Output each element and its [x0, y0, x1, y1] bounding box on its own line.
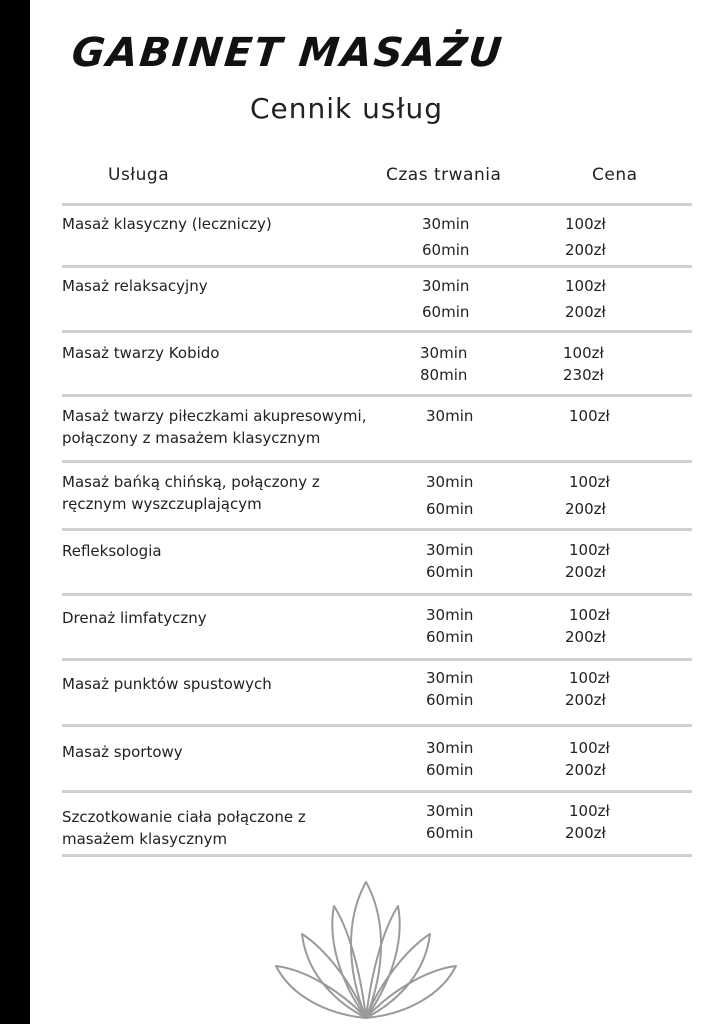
row-divider — [62, 724, 692, 727]
column-header-service: Usługa — [108, 165, 170, 185]
service-price: 100zł — [569, 606, 610, 624]
service-price: 200zł — [565, 500, 606, 518]
service-name: Drenaż limfatyczny — [62, 609, 207, 627]
row-divider — [62, 854, 692, 857]
service-duration: 30min — [426, 473, 474, 491]
service-name: Masaż bańką chińską, połączony z ręcznym wyszczuplającym — [62, 473, 320, 513]
page-subtitle: Cennik usług — [250, 92, 443, 125]
row-divider — [62, 394, 692, 397]
service-name: Masaż punktów spustowych — [62, 675, 272, 693]
service-duration: 80min — [420, 366, 468, 384]
service-price: 100zł — [565, 215, 606, 233]
service-duration: 60min — [426, 500, 474, 518]
lotus-icon — [268, 878, 464, 1024]
row-divider — [62, 330, 692, 333]
service-price: 100zł — [569, 739, 610, 757]
service-price: 200zł — [565, 628, 606, 646]
service-price: 200zł — [565, 303, 606, 321]
service-duration: 30min — [422, 277, 470, 295]
row-divider — [62, 460, 692, 463]
column-header-price: Cena — [592, 165, 638, 185]
service-price: 100zł — [569, 802, 610, 820]
service-price: 100zł — [569, 407, 610, 425]
service-duration: 30min — [426, 802, 474, 820]
service-name: Masaż twarzy piłeczkami akupresowymi, połączony z masażem klasycznym — [62, 407, 367, 447]
service-price: 100zł — [569, 669, 610, 687]
service-duration: 30min — [426, 407, 474, 425]
column-header-duration: Czas trwania — [386, 165, 502, 185]
service-price: 100zł — [569, 541, 610, 559]
service-duration: 60min — [426, 563, 474, 581]
row-divider — [62, 658, 692, 661]
service-duration: 60min — [422, 241, 470, 259]
service-price: 100zł — [569, 473, 610, 491]
service-duration: 30min — [426, 606, 474, 624]
service-name: Refleksologia — [62, 542, 162, 560]
service-name: Szczotkowanie ciała połączone z masażem klasycznym — [62, 808, 306, 848]
row-divider — [62, 203, 692, 206]
row-divider — [62, 593, 692, 596]
service-price: 200zł — [565, 761, 606, 779]
service-name: Masaż klasyczny (leczniczy) — [62, 215, 272, 233]
service-price: 230zł — [563, 366, 604, 384]
row-divider — [62, 265, 692, 268]
service-duration: 60min — [426, 691, 474, 709]
service-price: 200zł — [565, 241, 606, 259]
service-price: 200zł — [565, 563, 606, 581]
row-divider — [62, 528, 692, 531]
service-duration: 30min — [426, 541, 474, 559]
service-name: Masaż relaksacyjny — [62, 277, 208, 295]
service-price: 100zł — [565, 277, 606, 295]
service-name: Masaż sportowy — [62, 743, 183, 761]
service-duration: 60min — [426, 628, 474, 646]
page-title: GABINET MASAŻU — [69, 30, 506, 76]
service-duration: 30min — [422, 215, 470, 233]
service-price: 200zł — [565, 691, 606, 709]
service-duration: 30min — [426, 739, 474, 757]
service-name: Masaż twarzy Kobido — [62, 344, 220, 362]
service-duration: 60min — [422, 303, 470, 321]
service-price: 100zł — [563, 344, 604, 362]
service-duration: 60min — [426, 824, 474, 842]
service-duration: 60min — [426, 761, 474, 779]
service-duration: 30min — [420, 344, 468, 362]
service-price: 200zł — [565, 824, 606, 842]
left-black-bar — [0, 0, 30, 1024]
service-duration: 30min — [426, 669, 474, 687]
row-divider — [62, 790, 692, 793]
